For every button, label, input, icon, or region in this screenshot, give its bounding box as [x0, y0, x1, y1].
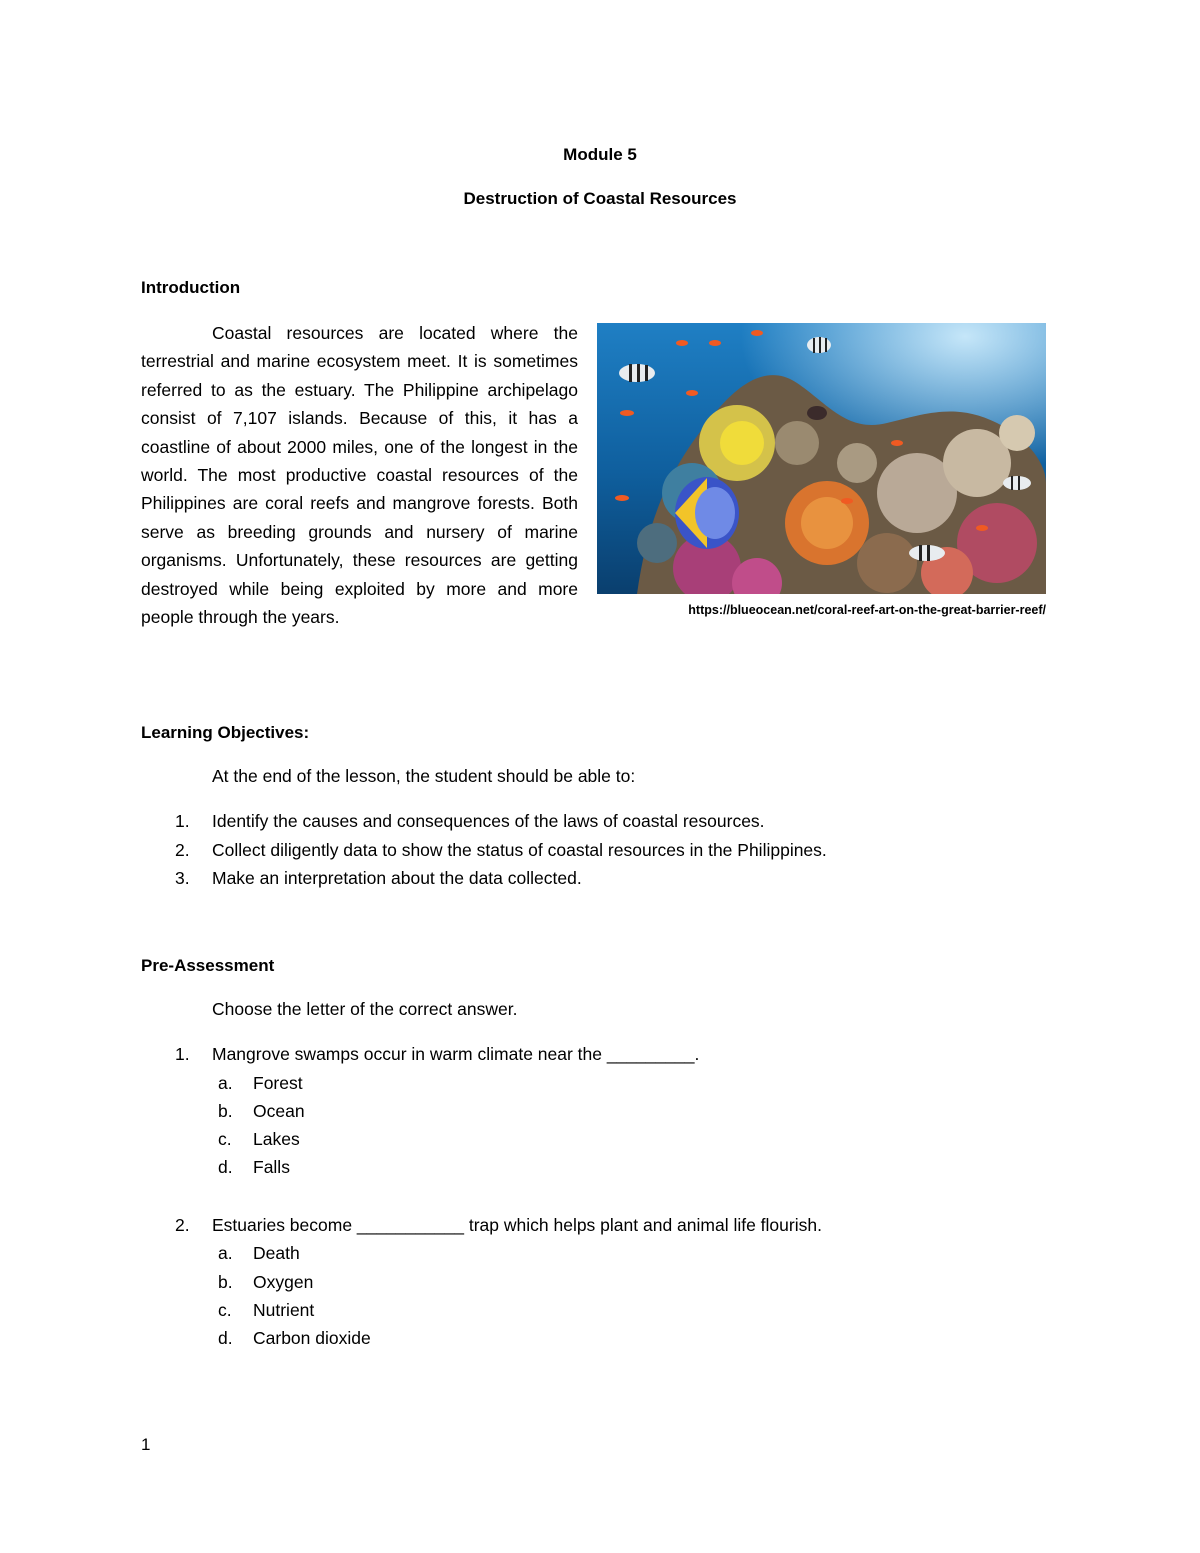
option-letter: d.: [218, 1157, 233, 1177]
objective-text: Identify the causes and consequences of the laws of coastal resources.: [212, 811, 765, 831]
pre-assessment-heading: Pre-Assessment: [141, 956, 275, 975]
objective-number: 1.: [175, 811, 190, 831]
assessment-instruction: Choose the letter of the correct answer.: [212, 999, 518, 1019]
option-text: Nutrient: [253, 1300, 315, 1320]
objective-text: Collect diligently data to show the status of coastal resources in the Philippines.: [212, 840, 827, 860]
image-source-caption: https://blueocean.net/coral-reef-art-on-the-great-barrier-reef/: [688, 603, 1046, 617]
page-number: 1: [141, 1435, 151, 1454]
option-text: Falls: [253, 1157, 290, 1177]
objectives-lead: At the end of the lesson, the student should be able to:: [212, 766, 636, 786]
option-text: Forest: [253, 1073, 303, 1093]
objective-text: Make an interpretation about the data collected.: [212, 868, 582, 888]
question-number: 1.: [175, 1044, 190, 1064]
question-text: Mangrove swamps occur in warm climate near the _________.: [212, 1044, 700, 1064]
option-letter: a.: [218, 1073, 233, 1093]
option-letter: b.: [218, 1272, 233, 1292]
introduction-heading: Introduction: [141, 278, 241, 297]
option-letter: a.: [218, 1243, 233, 1263]
option-letter: c.: [218, 1300, 232, 1320]
document-title: Destruction of Coastal Resources: [463, 189, 737, 208]
option-text: Ocean: [253, 1101, 305, 1121]
question-number: 2.: [175, 1215, 190, 1235]
objective-number: 2.: [175, 840, 190, 860]
introduction-paragraph: Coastal resources are located where the terrestrial and marine ecosystem meet. It is sometimes referred to as the estuary. The Philippine archipelago consist of 7,107 islands. Because of this, it has a coastline of about 2000 miles, one of the longest in the world. The most productive coastal resources of the Philippines are coral reefs and mangrove forests. Both serve as breeding grounds and nursery of marine organisms. Unfortunately, these resources are getting destroyed while being exploited by more and more people through the years.: [141, 323, 578, 628]
coral-reef-photo: [597, 323, 1046, 594]
option-text: Carbon dioxide: [253, 1328, 371, 1348]
option-letter: c.: [218, 1129, 232, 1149]
objectives-heading: Learning Objectives:: [141, 723, 310, 742]
objective-number: 3.: [175, 868, 190, 888]
question-text: Estuaries become ___________ trap which helps plant and animal life flourish.: [212, 1215, 822, 1235]
option-text: Lakes: [253, 1129, 300, 1149]
option-letter: d.: [218, 1328, 233, 1348]
option-text: Oxygen: [253, 1272, 314, 1292]
option-letter: b.: [218, 1101, 233, 1121]
module-number: Module 5: [563, 145, 637, 164]
option-text: Death: [253, 1243, 300, 1263]
